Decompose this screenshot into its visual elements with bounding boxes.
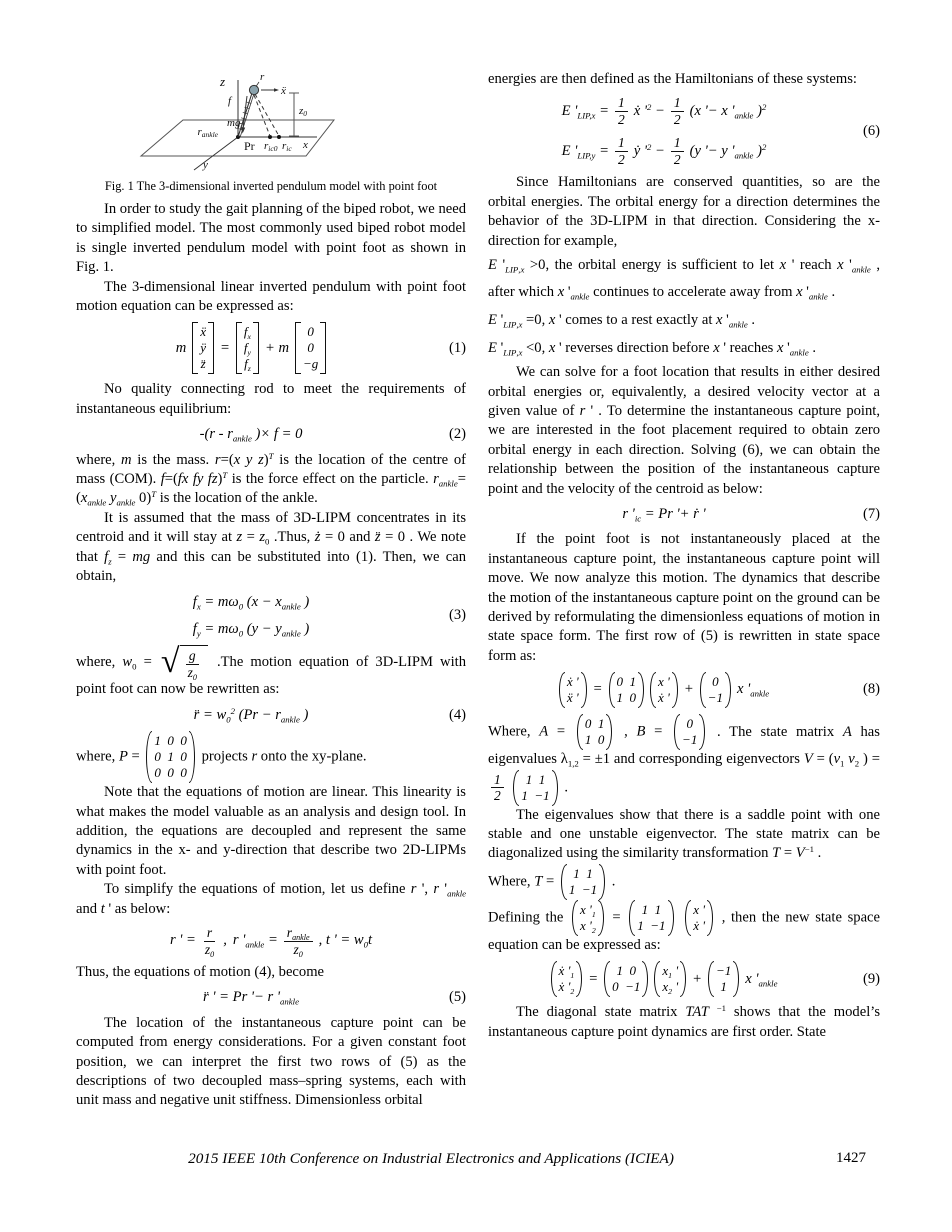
label-ric: ric — [282, 140, 292, 153]
matrix: ẍ ÿ z̈ — [192, 322, 214, 374]
orbital-energy-case-positive: E '$_{LIP,x} >0$, the orbital energy is sufficient to let x ' reach x '$_{ankle}$ , after which x '$_{ankle}$ continues to accelerate away from x '$_{ankle}$ . — [488, 257, 880, 302]
equation-number: (1) — [448, 339, 466, 356]
matrix: ẋ ' ẍ ' — [559, 672, 587, 708]
label-z: z — [219, 74, 225, 89]
label-f: f — [228, 95, 232, 107]
equation-3: $f_x = m\omega_0$ ($x - x_{ankle}$ ) $f_y = m\omega_0$ ($y - y_{ankle}$ ) (3) — [192, 593, 466, 639]
paragraph: where, $w_0$ = √ $\frac{g}{z_0}$ .The motion equation of 3D-LIPM with point foot can now be rewritten as: — [76, 643, 466, 698]
figure-caption: Fig. 1 The 3-dimensional inverted pendulum model with point foot — [104, 179, 438, 193]
fraction: $\frac{r}{z_0}$ — [204, 925, 215, 959]
equation-5: r̈ ' = Pr '− r '$_{ankle}$ (5) — [203, 989, 466, 1007]
label-z0: z0 — [299, 105, 308, 118]
label-pr: Pr — [244, 139, 255, 153]
equation-number: (3) — [448, 607, 466, 624]
fraction: $\frac{1}{2}$ — [491, 772, 504, 804]
paragraph: We can solve for a foot location that results in either desired orbital energies or, equivalently, a desired velocity vector at a given value of r ' . To determine the instantaneous capture point, we are interested in the foot placement required to obtain zero orbital energy in each direction. Solving (6), we can obtain the relationship between the position of the instantaneous capture point and the velocity of the centroid as below: — [488, 364, 880, 497]
equation-number: (4) — [448, 706, 466, 723]
figure-1 — [76, 58, 466, 194]
matrix: x '$_1$ x '$_2$ — [572, 900, 604, 936]
fraction: $\frac{1}{2}$ — [671, 135, 684, 167]
pendulum-model-figure — [121, 58, 421, 176]
equation-number: (8) — [862, 681, 880, 698]
equation-number: (6) — [862, 122, 880, 139]
paragraph: Since Hamiltonians are conserved quantities, so are the orbital energies. The orbital energy for a direction determines the behavior of the 3D-LIPM in that direction. Considering the x-direction for example, — [488, 174, 880, 249]
equation-9: ẋ '$_1$ ẋ '$_2$ = 1 0 0 −1 $x_1$ ' $x_2$ ' + −1 1 x '$_{ankle}$ (9) — [488, 961, 880, 997]
matrix: 0 −1 — [700, 672, 731, 708]
matrix: 0 1 1 0 — [577, 714, 613, 750]
paragraph: where, P = 1 0 0 0 1 0 0 0 0 projects r onto the xy-plane. — [76, 731, 466, 783]
fraction: $\frac{r_{ankle}}{z_0}$ — [284, 925, 313, 957]
paragraph: In order to study the gait planning of the biped robot, we need to simplified model. The most commonly used biped robot model is single inverted pendulum model with point foot as shown in Fig. 1. — [76, 201, 466, 276]
mass-ball — [249, 85, 258, 94]
matrix: 1 0 0 0 1 0 0 0 0 — [146, 731, 195, 783]
paragraph: The eigenvalues show that there is a saddle point with one stable and one unstable eigenvector. The state matrix can be diagonalized using the similarity transformation $T = V^{-1}$ . — [488, 806, 880, 862]
matrix: 1 0 0 −1 — [604, 961, 648, 997]
footer-page-number: 1427 — [836, 1150, 866, 1166]
paragraph: energies are then defined as the Hamiltonians of these systems: — [488, 71, 857, 87]
matrix: $f_x$ $f_y$ $f_z$ — [236, 322, 259, 374]
paragraph: If the point foot is not instantaneously placed at the instantaneous capture point, the instantaneous capture point will move. We now analyze this motion. The dynamics that describe the motion of the instantaneous capture point on the ground can be derived by reformulating the dimensionless equations of motion in state space form. The first row of (5) is rewritten in state space form as: — [488, 531, 880, 664]
fraction: $\frac{1}{2}$ — [615, 95, 628, 127]
label-r: r — [260, 71, 265, 83]
equation-number: (2) — [448, 426, 466, 443]
label-ric0: ric0 — [264, 140, 278, 153]
paragraph: Defining the x '$_1$ x '$_2$ = 1 1 1 −1 x ' ẋ ' , then the new state space equation can be expressed as: — [488, 901, 880, 953]
fraction: $\frac{1}{2}$ — [671, 95, 684, 127]
label-rankle: rankle — [197, 126, 218, 139]
label-xdd: ẍ — [281, 85, 286, 97]
matrix: x ' ẋ ' — [685, 900, 713, 936]
equation-7: r '$_{ic} = Pr$ '+ ṙ ' (7) — [622, 505, 880, 524]
matrix: $x_1$ ' $x_2$ ' — [654, 961, 686, 997]
equation-number: (5) — [448, 989, 466, 1006]
paragraph: Note that the equations of motion are linear. This linearity is what makes the model valuable as an analysis and design tool. In addition, the equations are decoupled and represent the same dynamics in the x- and y-direction that describe two 2D-LIPMs with point foot. — [76, 784, 466, 878]
right-column — [488, 70, 880, 1042]
dashed-line-ric — [255, 94, 279, 136]
fraction: $\frac{g}{z_0}$ — [187, 648, 197, 683]
ric-point — [277, 135, 281, 139]
paragraph: The location of the instantaneous capture point can be computed from energy considerations. For a given constant foot position, we can interpret the first two rows of (5) as the descriptions of two decoupled mass–spring systems, each with unit mass and negative unit stiffness. Dimensionless orbital — [76, 1014, 466, 1109]
matrix: 0 −1 — [674, 714, 705, 750]
orbital-energy-case-zero: E '$_{LIP,x} =0$, x ' comes to a rest exactly at x '$_{ankle}$ . — [488, 312, 756, 330]
paragraph: where, m is the mass. r=(x y z)$^T$ is the location of the centre of mass (COM). f=(fx fy fz)$^T$ is the force effect on the particle. $r_{ankle}=(x_{ankle}$ $y_{ankle}$ 0)$^T$ is the location of the ankle. — [76, 450, 466, 508]
matrix: −1 1 — [708, 961, 739, 997]
matrix: 0 0 −g — [295, 322, 326, 374]
equation-6: E '$_{LIP,x}$ = $\frac{1}{2}$ ẋ '$^2$ − $\frac{1}{2}$ (x '− x '$_{ankle}$ )$^2$ E '$_{LIP,y}$ = $\frac{1}{2}$ ẏ '$^2$ − $\frac{1}{2}$ (y '− y '$_{ankle}$ )$^2$ (6) — [561, 95, 880, 167]
matrix: ẋ '$_1$ ẋ '$_2$ — [551, 961, 583, 997]
matrix: 0 1 1 0 — [609, 672, 645, 708]
xdd-arrowhead — [274, 88, 279, 92]
equation-number: (9) — [862, 970, 880, 987]
paragraph: Where, A = 0 1 1 0 , B = 0 −1 . The state matrix A has eigenvalues $\lambda_{1,2} = \pm 1$ and corresponding eigenvectors $V = (v_1$ $v_2$ ) = $\frac{1}{2}$ 1 1 1 −1 . — [488, 714, 880, 805]
left-column — [76, 58, 466, 1111]
equation-2: $-(r - r_{ankle}$ )× f = 0 (2) — [199, 426, 466, 444]
paragraph: The diagonal state matrix TAT $^{-1}$ shows that the model’s instantaneous capture point dynamics are first order. State — [488, 1002, 880, 1040]
paragraph: Where, T = 1 1 1 −1 . — [488, 864, 880, 900]
matrix: 1 1 1 −1 — [629, 900, 673, 936]
matrix: 1 1 1 −1 — [561, 864, 605, 900]
orbital-energy-case-negative: E '$_{LIP,x} <0$, x ' reverses direction before x ' reaches x '$_{ankle}$ . — [488, 340, 817, 358]
paragraph: To simplify the equations of motion, let us define r ', r '$_{ankle}$ and t ' as below: — [76, 881, 467, 917]
label-y: y — [203, 159, 208, 171]
fraction: $\frac{1}{2}$ — [615, 135, 628, 167]
label-mg: mg — [227, 117, 241, 129]
paragraph: No quality connecting rod to meet the requirements of instantaneous equilibrium: — [76, 381, 466, 417]
equation-1: m ẍ ÿ z̈ = $f_x$ $f_y$ $f_z$ + m 0 0 −g (1) — [175, 324, 466, 374]
equation-number: (7) — [862, 505, 880, 522]
equation-8: ẋ ' ẍ ' = 0 1 1 0 x ' ẋ ' + 0 −1 x '$_{ankle}$ (8) — [488, 672, 880, 708]
matrix: x ' ẋ ' — [650, 672, 678, 708]
r-pointer — [256, 82, 259, 87]
paragraph: It is assumed that the mass of 3D-LIPM concentrates in its centroid and it will stay at $z = z_0$ .Thus, ż = 0 and z̈ = 0 . We note that $f_z$ = mg and this can be substituted into (1). Then, we can obtain, — [76, 509, 467, 585]
paragraph: The 3-dimensional linear inverted pendulum with point foot motion equation can be expressed as: — [76, 278, 466, 315]
equation-4: r̈ = $w_0^2$ ($Pr - r_{ankle}$ ) (4) — [193, 705, 466, 725]
square-root: √ $\frac{g}{z_0}$ — [161, 645, 208, 680]
label-x: x — [303, 139, 308, 151]
footer-conference: 2015 IEEE 10th Conference on Industrial Electronics and Applications (ICIEA) — [188, 1150, 674, 1167]
paragraph: Thus, the equations of motion (4), become — [76, 964, 325, 981]
definition-equations: r ' = $\frac{r}{z_0}$ , r '$_{ankle}$ = $\frac{r_{ankle}}{z_0}$ , t ' = $w_0t$ — [169, 925, 373, 959]
y-axis — [194, 137, 238, 170]
matrix: 1 1 1 −1 — [513, 770, 557, 806]
